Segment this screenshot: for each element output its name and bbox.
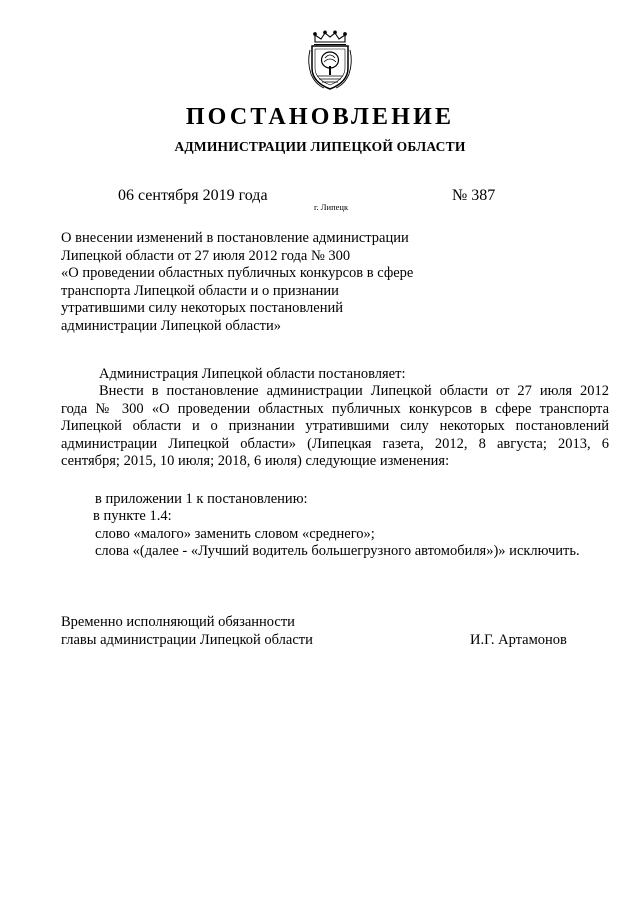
- signatory-position-line: Временно исполняющий обязанности: [61, 614, 295, 630]
- body-paragraph-line: Липецкой области и о признании утратившими силу некоторых постановлений: [61, 418, 609, 435]
- coat-of-arms-icon: [306, 30, 354, 92]
- change-item: слова «(далее - «Лучший водитель большегрузного автомобиля»)» исключить.: [95, 543, 580, 560]
- change-item: слово «малого» заменить словом «среднего»;: [95, 525, 375, 542]
- subject-line: Липецкой области от 27 июля 2012 года № 300: [61, 247, 351, 264]
- change-item: в приложении 1 к постановлению:: [95, 491, 308, 507]
- issuer-name: АДМИНИСТРАЦИИ ЛИПЕЦКОЙ ОБЛАСТИ: [174, 139, 466, 154]
- document-number: № 387: [452, 187, 496, 204]
- body-paragraph-line: Внести в постановление администрации Липецкой области от 27 июля 2012: [99, 383, 609, 400]
- body-paragraph-line: года № 300 «О проведении областных публичных конкурсов в сфере транспорта: [61, 400, 609, 417]
- document-city: г. Липецк: [314, 202, 349, 212]
- changes-list: [95, 491, 580, 561]
- body-paragraph-line: сентября; 2015, 10 июля; 2018, 6 июля) следующие изменения:: [61, 453, 450, 470]
- body-intro: Администрация Липецкой области постановляет:: [99, 366, 406, 382]
- subject-line: утратившими силу некоторых постановлений: [61, 300, 344, 317]
- signatory-name: И.Г. Артамонов: [470, 631, 567, 648]
- body-paragraph-line: администрации Липецкой области» (Липецкая газета, 2012, 8 августа; 2013, 6: [61, 435, 609, 452]
- subject-line: О внесении изменений в постановление администрации: [61, 230, 409, 246]
- signatory-position: [61, 614, 313, 649]
- document-title: ПОСТАНОВЛЕНИЕ: [185, 104, 455, 130]
- subject-line: транспорта Липецкой области и о признании: [61, 282, 339, 299]
- document-body: [61, 366, 609, 470]
- signatory-position-line: главы администрации Липецкой области: [61, 631, 313, 648]
- change-item: в пункте 1.4:: [93, 508, 172, 525]
- subject-line: администрации Липецкой области»: [61, 317, 282, 334]
- subject-line: «О проведении областных публичных конкурсов в сфере: [61, 265, 414, 282]
- document-date: 06 сентября 2019 года: [118, 187, 268, 204]
- document-subject: [61, 230, 431, 336]
